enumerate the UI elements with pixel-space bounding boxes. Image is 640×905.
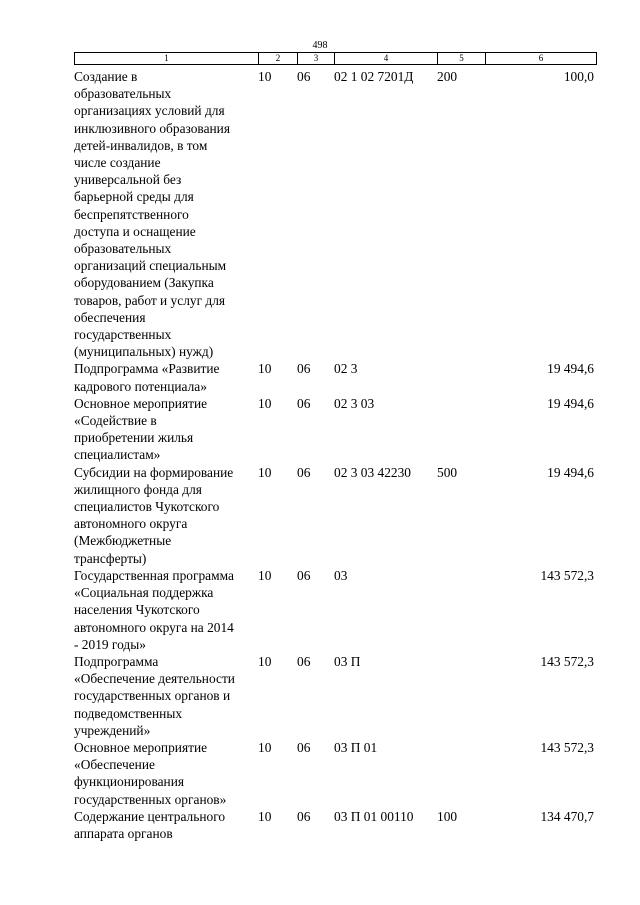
- table-row: [74, 653, 596, 739]
- table-row: [74, 68, 596, 360]
- row-name: Субсидии на формирование жилищного фонда для специалистов Чукотского автономного округа (Межбюджетные трансферты): [74, 464, 234, 566]
- budget-table-body: [74, 68, 596, 842]
- row-subsection: 06: [297, 739, 311, 755]
- row-target-code: 02 3 03: [334, 395, 375, 411]
- row-section: 10: [258, 69, 272, 84]
- column-header-4: 4: [335, 53, 438, 65]
- row-name: Содержание центрального аппарата органов: [74, 808, 226, 841]
- table-row: [74, 808, 596, 842]
- row-section: 10: [258, 464, 272, 480]
- row-expense-type: 100: [437, 808, 458, 824]
- row-subsection: 06: [297, 653, 311, 669]
- row-section: 10: [258, 653, 272, 669]
- row-amount: 19 494,6: [547, 464, 594, 480]
- column-header-3: 3: [298, 53, 335, 65]
- column-header-6: 6: [486, 53, 597, 65]
- row-subsection: 06: [297, 464, 311, 480]
- row-subsection: 06: [297, 808, 311, 824]
- row-target-code: 02 1 02 7201Д: [334, 69, 414, 84]
- row-subsection: 06: [297, 567, 311, 583]
- row-target-code: 03: [334, 567, 348, 583]
- row-amount: 100,0: [563, 69, 594, 84]
- table-row: [74, 395, 596, 464]
- table-row: [74, 739, 596, 808]
- row-section: 10: [258, 739, 272, 755]
- row-amount: 143 572,3: [540, 567, 594, 583]
- row-subsection: 06: [297, 361, 311, 377]
- row-name: Подпрограмма «Обеспечение деятельности государственных органов и подведомственных учреждений»: [74, 653, 235, 738]
- row-target-code: 03 П: [334, 653, 361, 669]
- row-expense-type: 500: [437, 464, 458, 480]
- page-number: 498: [312, 40, 328, 51]
- row-amount: 19 494,6: [547, 361, 594, 377]
- column-header-1: 1: [75, 53, 259, 65]
- row-section: 10: [258, 808, 272, 824]
- row-target-code: 02 3: [334, 361, 358, 377]
- row-target-code: 03 П 01 00110: [334, 808, 414, 824]
- row-amount: 143 572,3: [540, 739, 594, 755]
- row-amount: 19 494,6: [547, 395, 594, 411]
- row-target-code: 02 3 03 42230: [334, 464, 411, 480]
- column-header-2: 2: [259, 53, 298, 65]
- row-name: Подпрограмма «Развитие кадрового потенциала»: [74, 361, 220, 394]
- row-subsection: 06: [297, 69, 311, 84]
- row-section: 10: [258, 567, 272, 583]
- row-expense-type: 200: [437, 69, 458, 84]
- table-row: [74, 567, 596, 653]
- table-row: [74, 464, 596, 567]
- row-target-code: 03 П 01: [334, 739, 378, 755]
- row-amount: 134 470,7: [540, 808, 594, 824]
- column-header-row: [74, 52, 597, 65]
- row-name: Основное мероприятие «Обеспечение функционирования государственных органов»: [74, 739, 227, 807]
- table-row: [74, 360, 596, 394]
- row-section: 10: [258, 395, 272, 411]
- row-name: Государственная программа «Социальная поддержка населения Чукотского автономного округа на 2014 - 2019 годы»: [74, 567, 234, 652]
- row-name: Создание в образовательных организациях условий для инклюзивного образования детей-инвалидов, в том числе создание универсальной без барьерной среды для беспрепятственного доступа и оснащение образовательных организаций специальным оборудованием (Закупка товаров, работ и услуг для обеспечения государственных (муниципальных) нужд): [74, 69, 230, 360]
- row-subsection: 06: [297, 395, 311, 411]
- row-name: Основное мероприятие «Содействие в приобретении жилья специалистам»: [74, 395, 208, 463]
- row-section: 10: [258, 361, 272, 377]
- row-amount: 143 572,3: [540, 653, 594, 669]
- column-header-5: 5: [438, 53, 486, 65]
